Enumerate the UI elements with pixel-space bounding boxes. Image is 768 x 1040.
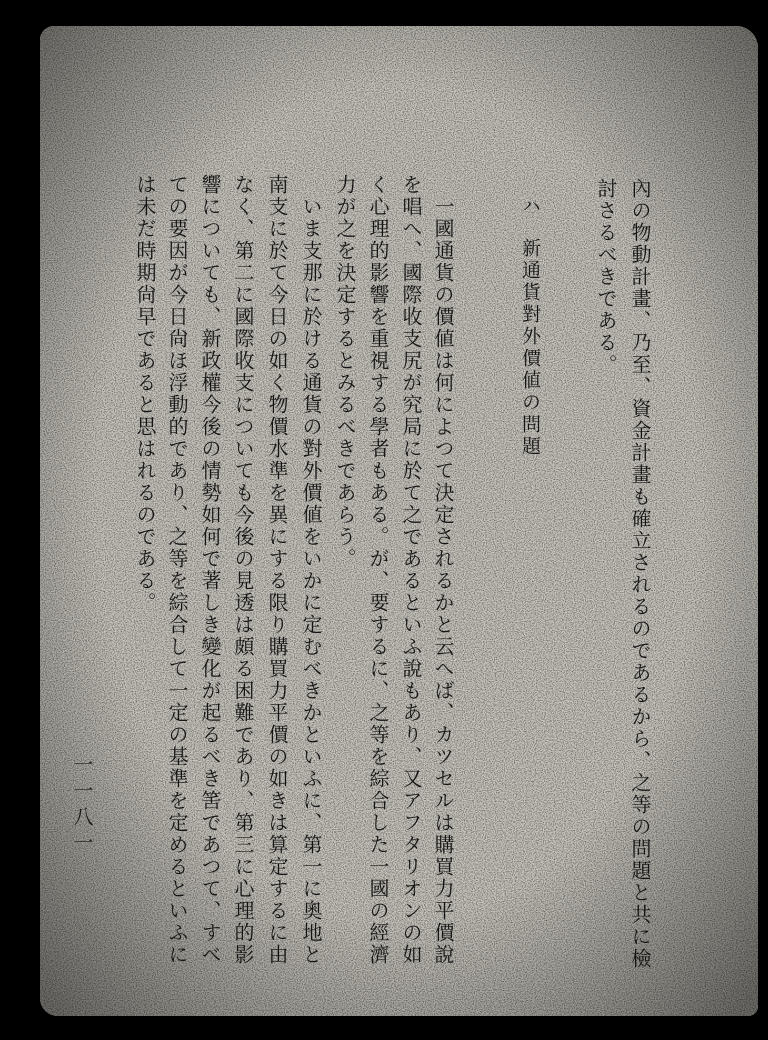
text-line: く心理的影響を重視する學者もある。が、要するに、之等を綜合した一國の經濟 [366,174,390,966]
text-line: 南支に於て今日の如く物價水準を異にする限り購買力平價の如きは算定するに由 [265,174,289,966]
section-heading: 新通貨對外價値の問題 [519,238,541,458]
text-line: を唱へ、國際收支尻が究局に於て之であるといふ說もあり、又アフタリオンの如 [399,174,423,966]
text-line: なく、第二に國際收支についても今後の見透は頗る困難であり、第三に心理的影 [231,174,255,966]
page-number: 一一八一 [70,754,94,858]
text-line: ての要因が今日尙ほ浮動的であり、之等を綜合して一定の基準を定めるといふに [165,174,189,966]
text-line: は未だ時期尙早であると思はれるのである。 [133,174,157,614]
text-line: いま支那に於ける通貨の對外價値をいかに定むべきかといふに、第一に奧地と [299,196,323,966]
text-line: 內の物動計畫、乃至、資金計畫も確立されるのであるから、之等の問題と共に檢 [628,178,652,970]
text-line: 討さるべきである。 [594,178,618,376]
book-page [40,26,758,1016]
text-line: 力が之を決定するとみるべきであらう。 [333,174,357,570]
text-line: 響についても、新政權今後の情勢如何で著しき變化が起るべき筈であつて、すべ [198,174,222,966]
text-line: 一國通貨の價値は何によつて決定されるかと云へば、カツセルは購買力平價說 [431,196,455,966]
section-marker: ハ [519,196,541,218]
